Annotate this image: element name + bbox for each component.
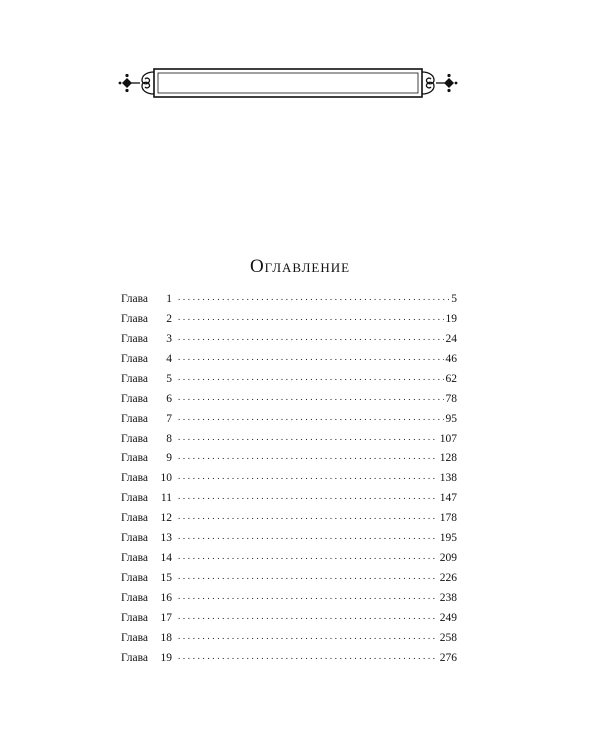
dot-leader xyxy=(178,531,438,541)
page-number: 249 xyxy=(439,611,457,624)
toc-entry[interactable] xyxy=(121,568,457,588)
chapter-number: 6 xyxy=(166,392,172,405)
chapter-number: 18 xyxy=(160,631,172,644)
chapter-number: 12 xyxy=(160,512,172,525)
chapter-label: Глава xyxy=(121,412,149,425)
page-number: 195 xyxy=(439,532,457,545)
toc-entry[interactable] xyxy=(121,389,457,409)
toc-entry[interactable] xyxy=(121,608,457,628)
chapter-label: Глава xyxy=(121,312,149,325)
chapter-label: Глава xyxy=(121,532,149,545)
chapter-number: 2 xyxy=(166,312,172,325)
dot-leader xyxy=(178,292,449,302)
page-number: 107 xyxy=(439,432,457,445)
chapter-number: 5 xyxy=(166,372,172,385)
page-number: 95 xyxy=(445,412,457,425)
page-number: 78 xyxy=(445,392,457,405)
toc-entry[interactable] xyxy=(121,349,457,369)
chapter-label: Глава xyxy=(121,352,149,365)
chapter-label: Глава xyxy=(121,432,149,445)
chapter-label: Глава xyxy=(121,651,149,664)
ornamental-header-frame xyxy=(118,66,458,100)
chapter-label: Глава xyxy=(121,592,149,605)
page-number: 24 xyxy=(445,332,457,345)
dot-leader xyxy=(178,332,444,342)
chapter-label: Глава xyxy=(121,332,149,345)
page-number: 238 xyxy=(439,592,457,605)
chapter-label: Глава xyxy=(121,292,149,305)
toc-entry[interactable] xyxy=(121,289,457,309)
chapter-number: 9 xyxy=(166,452,172,465)
page-number: 62 xyxy=(445,372,457,385)
toc-entry[interactable] xyxy=(121,588,457,608)
chapter-label: Глава xyxy=(121,512,149,525)
chapter-label: Глава xyxy=(121,631,149,644)
dot-leader xyxy=(178,412,444,422)
chapter-label: Глава xyxy=(121,611,149,624)
chapter-number: 4 xyxy=(166,352,172,365)
page-number: 147 xyxy=(439,492,457,505)
dot-leader xyxy=(178,451,438,461)
dot-leader xyxy=(178,312,444,322)
dot-leader xyxy=(178,611,438,621)
toc-title: Оглавление xyxy=(249,256,351,277)
dot-leader xyxy=(178,651,438,661)
toc-entry[interactable] xyxy=(121,528,457,548)
toc-entry[interactable] xyxy=(121,329,457,349)
chapter-label: Глава xyxy=(121,492,149,505)
dot-leader xyxy=(178,631,438,641)
page-number: 46 xyxy=(445,352,457,365)
chapter-label: Глава xyxy=(121,572,149,585)
chapter-number: 8 xyxy=(166,432,172,445)
toc-entry[interactable] xyxy=(121,449,457,469)
chapter-label: Глава xyxy=(121,372,149,385)
page-number: 226 xyxy=(439,572,457,585)
page-number: 128 xyxy=(439,452,457,465)
chapter-label: Глава xyxy=(121,552,149,565)
toc-entry[interactable] xyxy=(121,309,457,329)
chapter-label: Глава xyxy=(121,472,149,485)
dot-leader xyxy=(178,432,438,442)
chapter-number: 1 xyxy=(166,292,172,305)
chapter-label: Глава xyxy=(121,452,149,465)
chapter-number: 16 xyxy=(160,592,172,605)
toc-entry[interactable] xyxy=(121,628,457,648)
dot-leader xyxy=(178,571,438,581)
page-number: 19 xyxy=(445,312,457,325)
toc-entry[interactable] xyxy=(121,429,457,449)
page-number: 5 xyxy=(451,292,457,305)
chapter-number: 15 xyxy=(160,572,172,585)
toc-entry[interactable] xyxy=(121,508,457,528)
page-number: 258 xyxy=(439,631,457,644)
page-number: 276 xyxy=(439,651,457,664)
dot-leader xyxy=(178,591,438,601)
page-number: 209 xyxy=(439,552,457,565)
toc-entry[interactable] xyxy=(121,369,457,389)
chapter-number: 7 xyxy=(166,412,172,425)
dot-leader xyxy=(178,352,444,362)
dot-leader xyxy=(178,511,438,521)
toc-entry[interactable] xyxy=(121,488,457,508)
chapter-number: 13 xyxy=(160,532,172,545)
toc-entry[interactable] xyxy=(121,468,457,488)
chapter-number: 10 xyxy=(160,472,172,485)
chapter-number: 17 xyxy=(160,611,172,624)
page-number: 138 xyxy=(439,472,457,485)
chapter-number: 14 xyxy=(160,552,172,565)
chapter-number: 3 xyxy=(166,332,172,345)
toc-entry[interactable] xyxy=(121,548,457,568)
dot-leader xyxy=(178,491,438,501)
chapter-number: 11 xyxy=(160,492,172,505)
chapter-label: Глава xyxy=(121,392,149,405)
toc-entry[interactable] xyxy=(121,409,457,429)
chapter-number: 19 xyxy=(160,651,172,664)
toc-entry[interactable] xyxy=(121,648,457,668)
page-number: 178 xyxy=(439,512,457,525)
dot-leader xyxy=(178,392,444,402)
dot-leader xyxy=(178,551,438,561)
dot-leader xyxy=(178,471,438,481)
dot-leader xyxy=(178,372,444,382)
table-of-contents xyxy=(121,289,457,668)
